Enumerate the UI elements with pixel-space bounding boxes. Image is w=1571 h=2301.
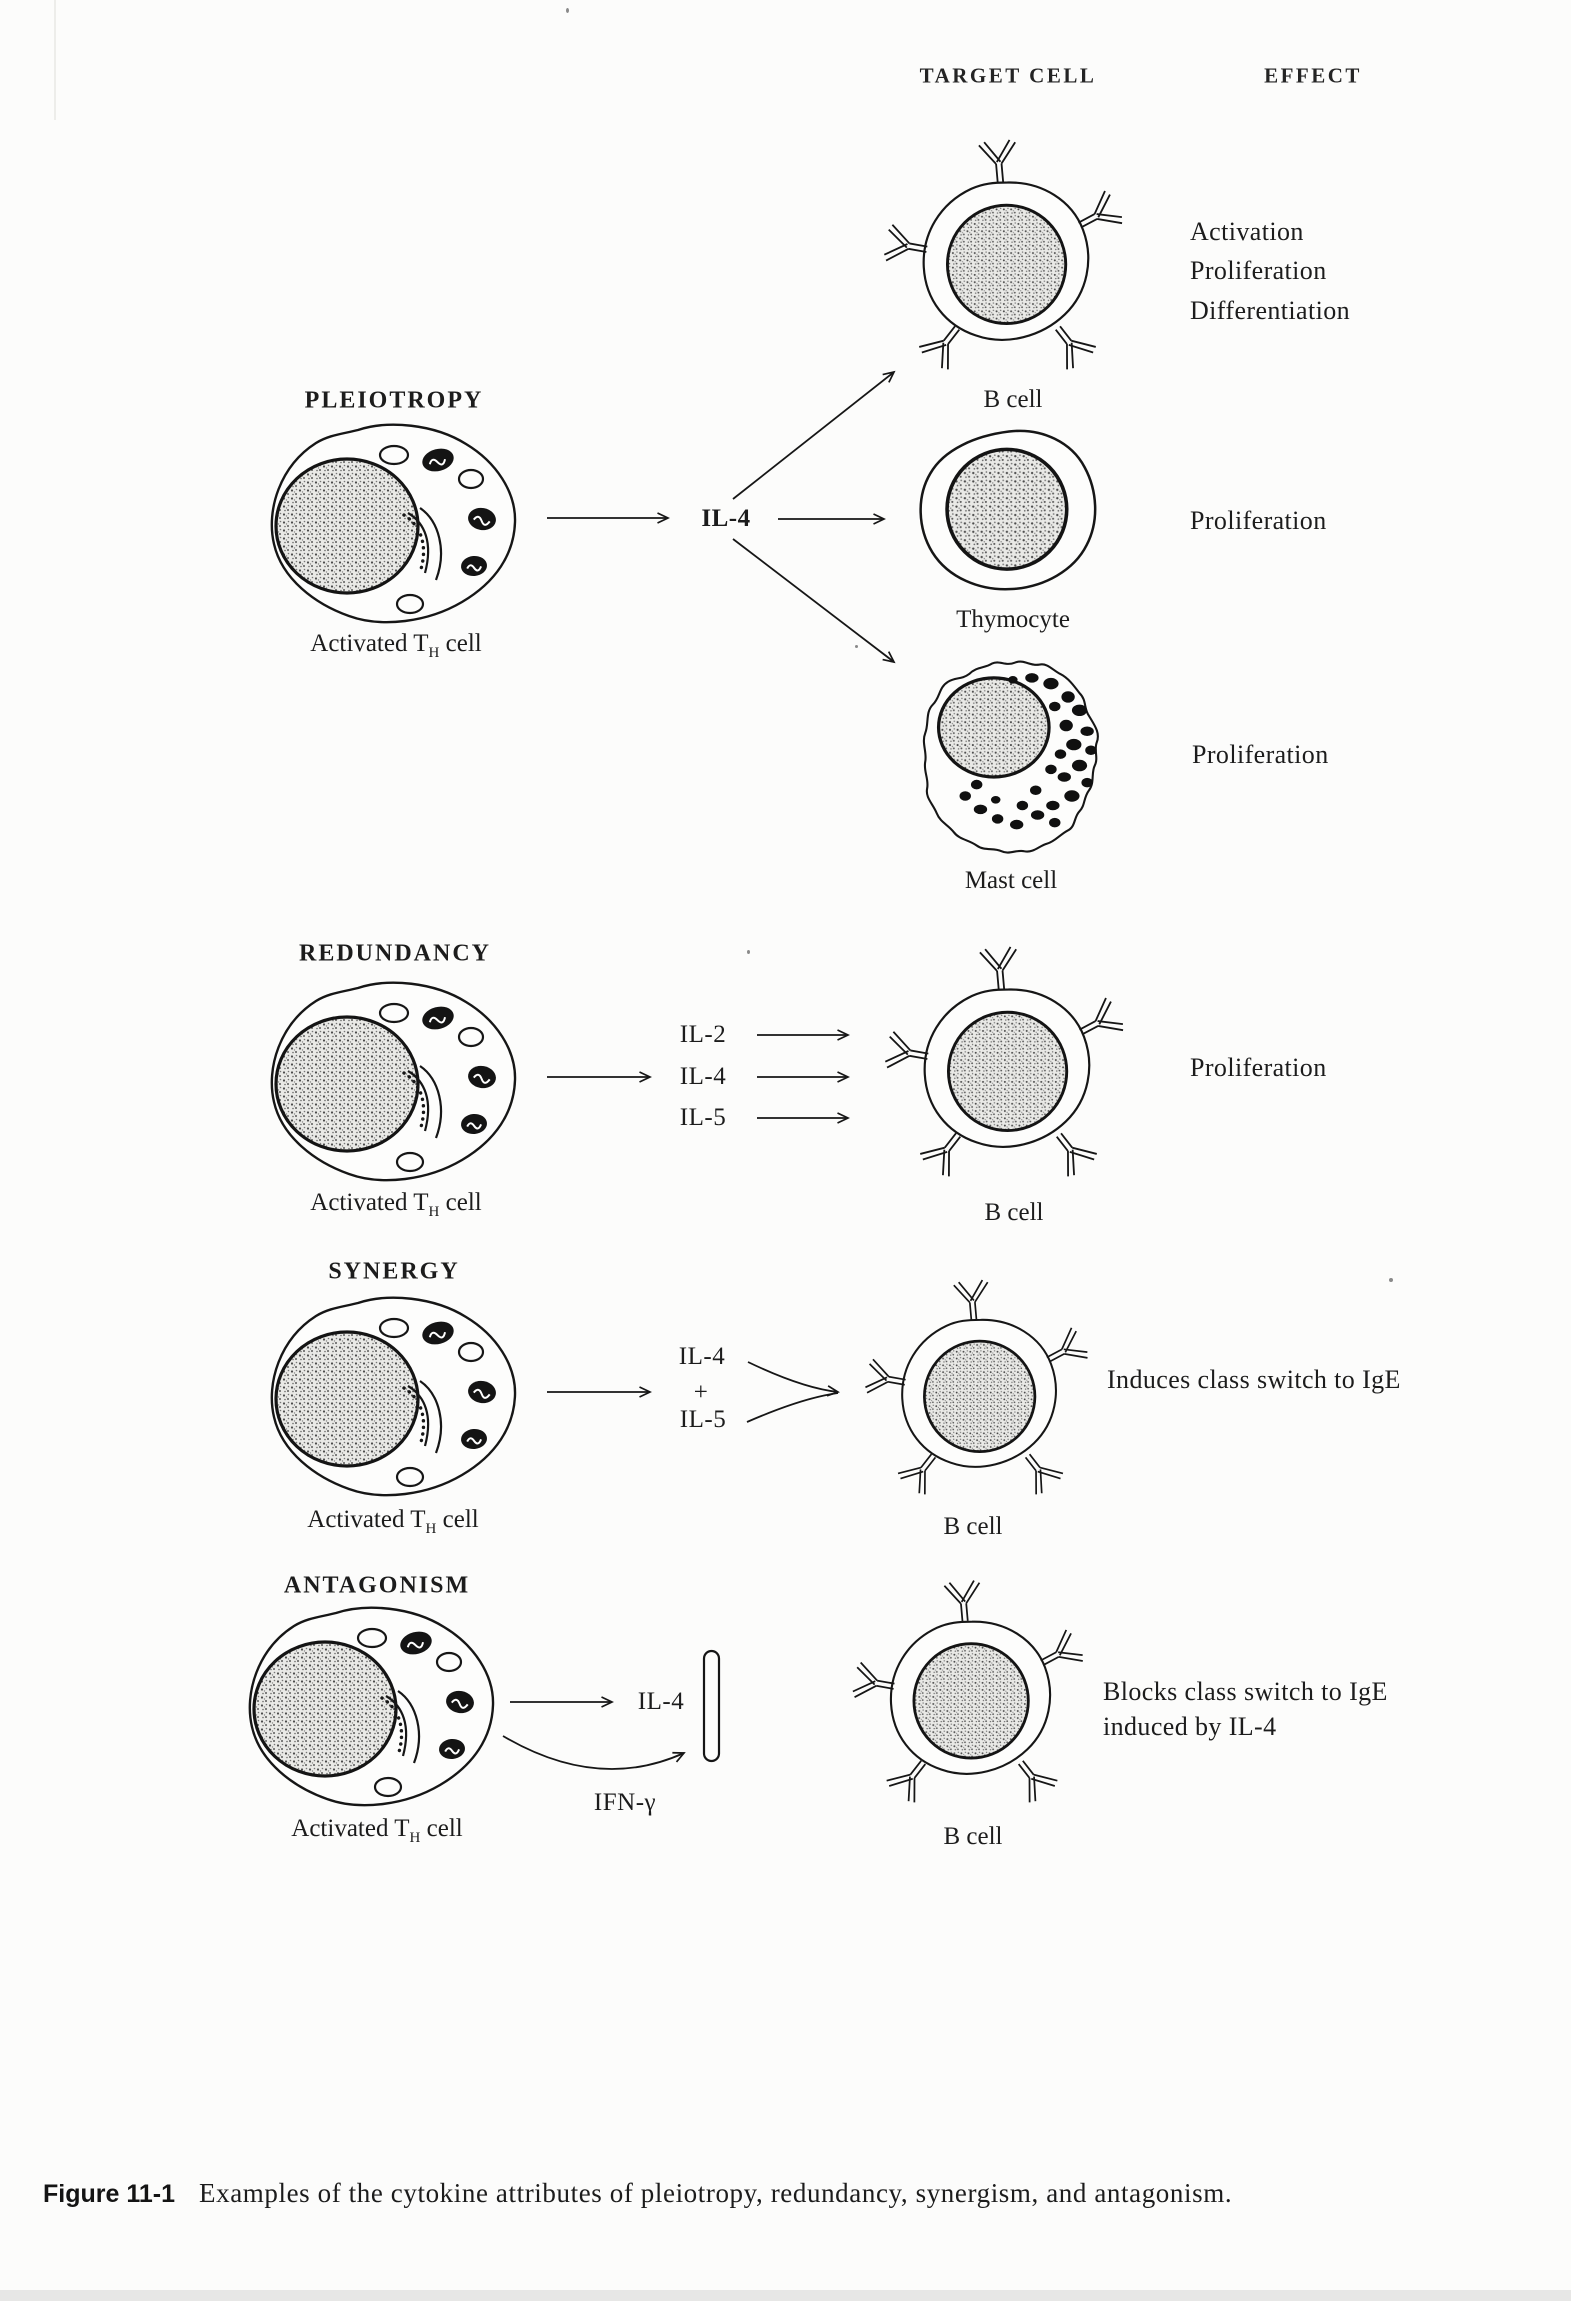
- b-cell-label: B cell: [943, 1823, 1003, 1850]
- activated-th-cell-illustration: [272, 983, 515, 1180]
- b-cell-label: B cell: [983, 386, 1043, 413]
- cytokine-label-il2: IL-2: [679, 1021, 727, 1048]
- thymocyte-illustration: [921, 431, 1096, 589]
- th-label-sub: H: [428, 1204, 440, 1220]
- scan-speck: [1389, 1278, 1393, 1282]
- plus-sign: +: [693, 1379, 709, 1406]
- thymocyte-label: Thymocyte: [956, 606, 1070, 633]
- curved-arrow: [503, 1736, 684, 1769]
- scan-speck: [855, 645, 858, 648]
- th-label-sub: H: [425, 1521, 437, 1537]
- section-title-pleiotropy: PLEIOTROPY: [304, 387, 484, 414]
- th-label-pre: Activated T: [291, 1815, 410, 1842]
- section-title-antagonism: ANTAGONISM: [283, 1572, 471, 1599]
- cytokine-label-il4: IL-4: [701, 505, 751, 532]
- th-cell-label: [310, 1189, 481, 1221]
- b-cell-illustration: [884, 946, 1125, 1178]
- mast-cell-label: Mast cell: [964, 867, 1058, 894]
- b-cell-illustration: [865, 1280, 1090, 1497]
- cytokine-label-il5: IL-5: [679, 1406, 727, 1433]
- effect-proliferation: Proliferation: [1190, 256, 1327, 285]
- th-label-post: cell: [420, 1815, 463, 1842]
- effect-induces-class-switch: Induces class switch to IgE: [1107, 1365, 1401, 1394]
- b-cell-illustration: [852, 1580, 1085, 1804]
- converging-arrow: [747, 1393, 838, 1422]
- block-bar: [704, 1651, 719, 1761]
- th-label-pre: Activated T: [307, 1506, 426, 1533]
- th-label-sub: H: [409, 1830, 421, 1846]
- b-cell-label: B cell: [943, 1513, 1003, 1540]
- effect-proliferation: Proliferation: [1192, 740, 1329, 769]
- b-cell-label: B cell: [984, 1199, 1044, 1226]
- th-label-sub: H: [428, 645, 440, 661]
- effect-differentiation: Differentiation: [1190, 296, 1351, 325]
- effect-blocks-class-switch-line2: induced by IL-4: [1103, 1712, 1277, 1741]
- scan-edge-line: [54, 0, 56, 120]
- th-label-post: cell: [439, 1189, 482, 1216]
- th-cell-label: [310, 630, 481, 662]
- b-cell-illustration: [883, 139, 1124, 371]
- activated-th-cell-illustration: [272, 1298, 515, 1495]
- th-label-post: cell: [436, 1506, 479, 1533]
- scan-speck: [566, 8, 569, 13]
- scan-bottom-edge: [0, 2290, 1571, 2301]
- section-title-synergy: SYNERGY: [328, 1258, 460, 1285]
- section-title-redundancy: REDUNDANCY: [299, 940, 491, 967]
- th-cell-label: [291, 1815, 462, 1847]
- th-label-post: cell: [439, 630, 482, 657]
- column-header-effect: EFFECT: [1264, 63, 1362, 88]
- arrow: [733, 372, 894, 499]
- cytokine-label-il4: IL-4: [678, 1343, 726, 1370]
- column-header-target-cell: TARGET CELL: [919, 63, 1097, 88]
- inhibitor-label-ifn-gamma: IFN-γ: [593, 1789, 657, 1816]
- effect-blocks-class-switch-line1: Blocks class switch to IgE: [1103, 1677, 1388, 1706]
- cytokine-label-il5: IL-5: [679, 1104, 727, 1131]
- th-label-pre: Activated T: [310, 1189, 429, 1216]
- figure-caption: [43, 2178, 1232, 2209]
- figure-caption-number: Figure 11-1: [43, 2180, 175, 2208]
- activated-th-cell-illustration: [272, 425, 515, 622]
- scan-speck: [747, 950, 750, 954]
- figure-caption-text: Examples of the cytokine attributes of pleiotropy, redundancy, synergism, and antagonism.: [199, 2178, 1233, 2208]
- th-label-pre: Activated T: [310, 630, 429, 657]
- activated-th-cell-illustration: [250, 1608, 493, 1805]
- effect-proliferation: Proliferation: [1190, 1053, 1327, 1082]
- converging-arrow: [748, 1362, 838, 1392]
- th-cell-label: [307, 1506, 478, 1538]
- arrow: [733, 539, 894, 662]
- mast-cell-illustration: [924, 662, 1098, 853]
- cytokine-label-il4: IL-4: [679, 1063, 727, 1090]
- cytokine-label-il4: IL-4: [637, 1688, 685, 1715]
- effect-proliferation: Proliferation: [1190, 506, 1327, 535]
- effect-activation: Activation: [1190, 217, 1304, 246]
